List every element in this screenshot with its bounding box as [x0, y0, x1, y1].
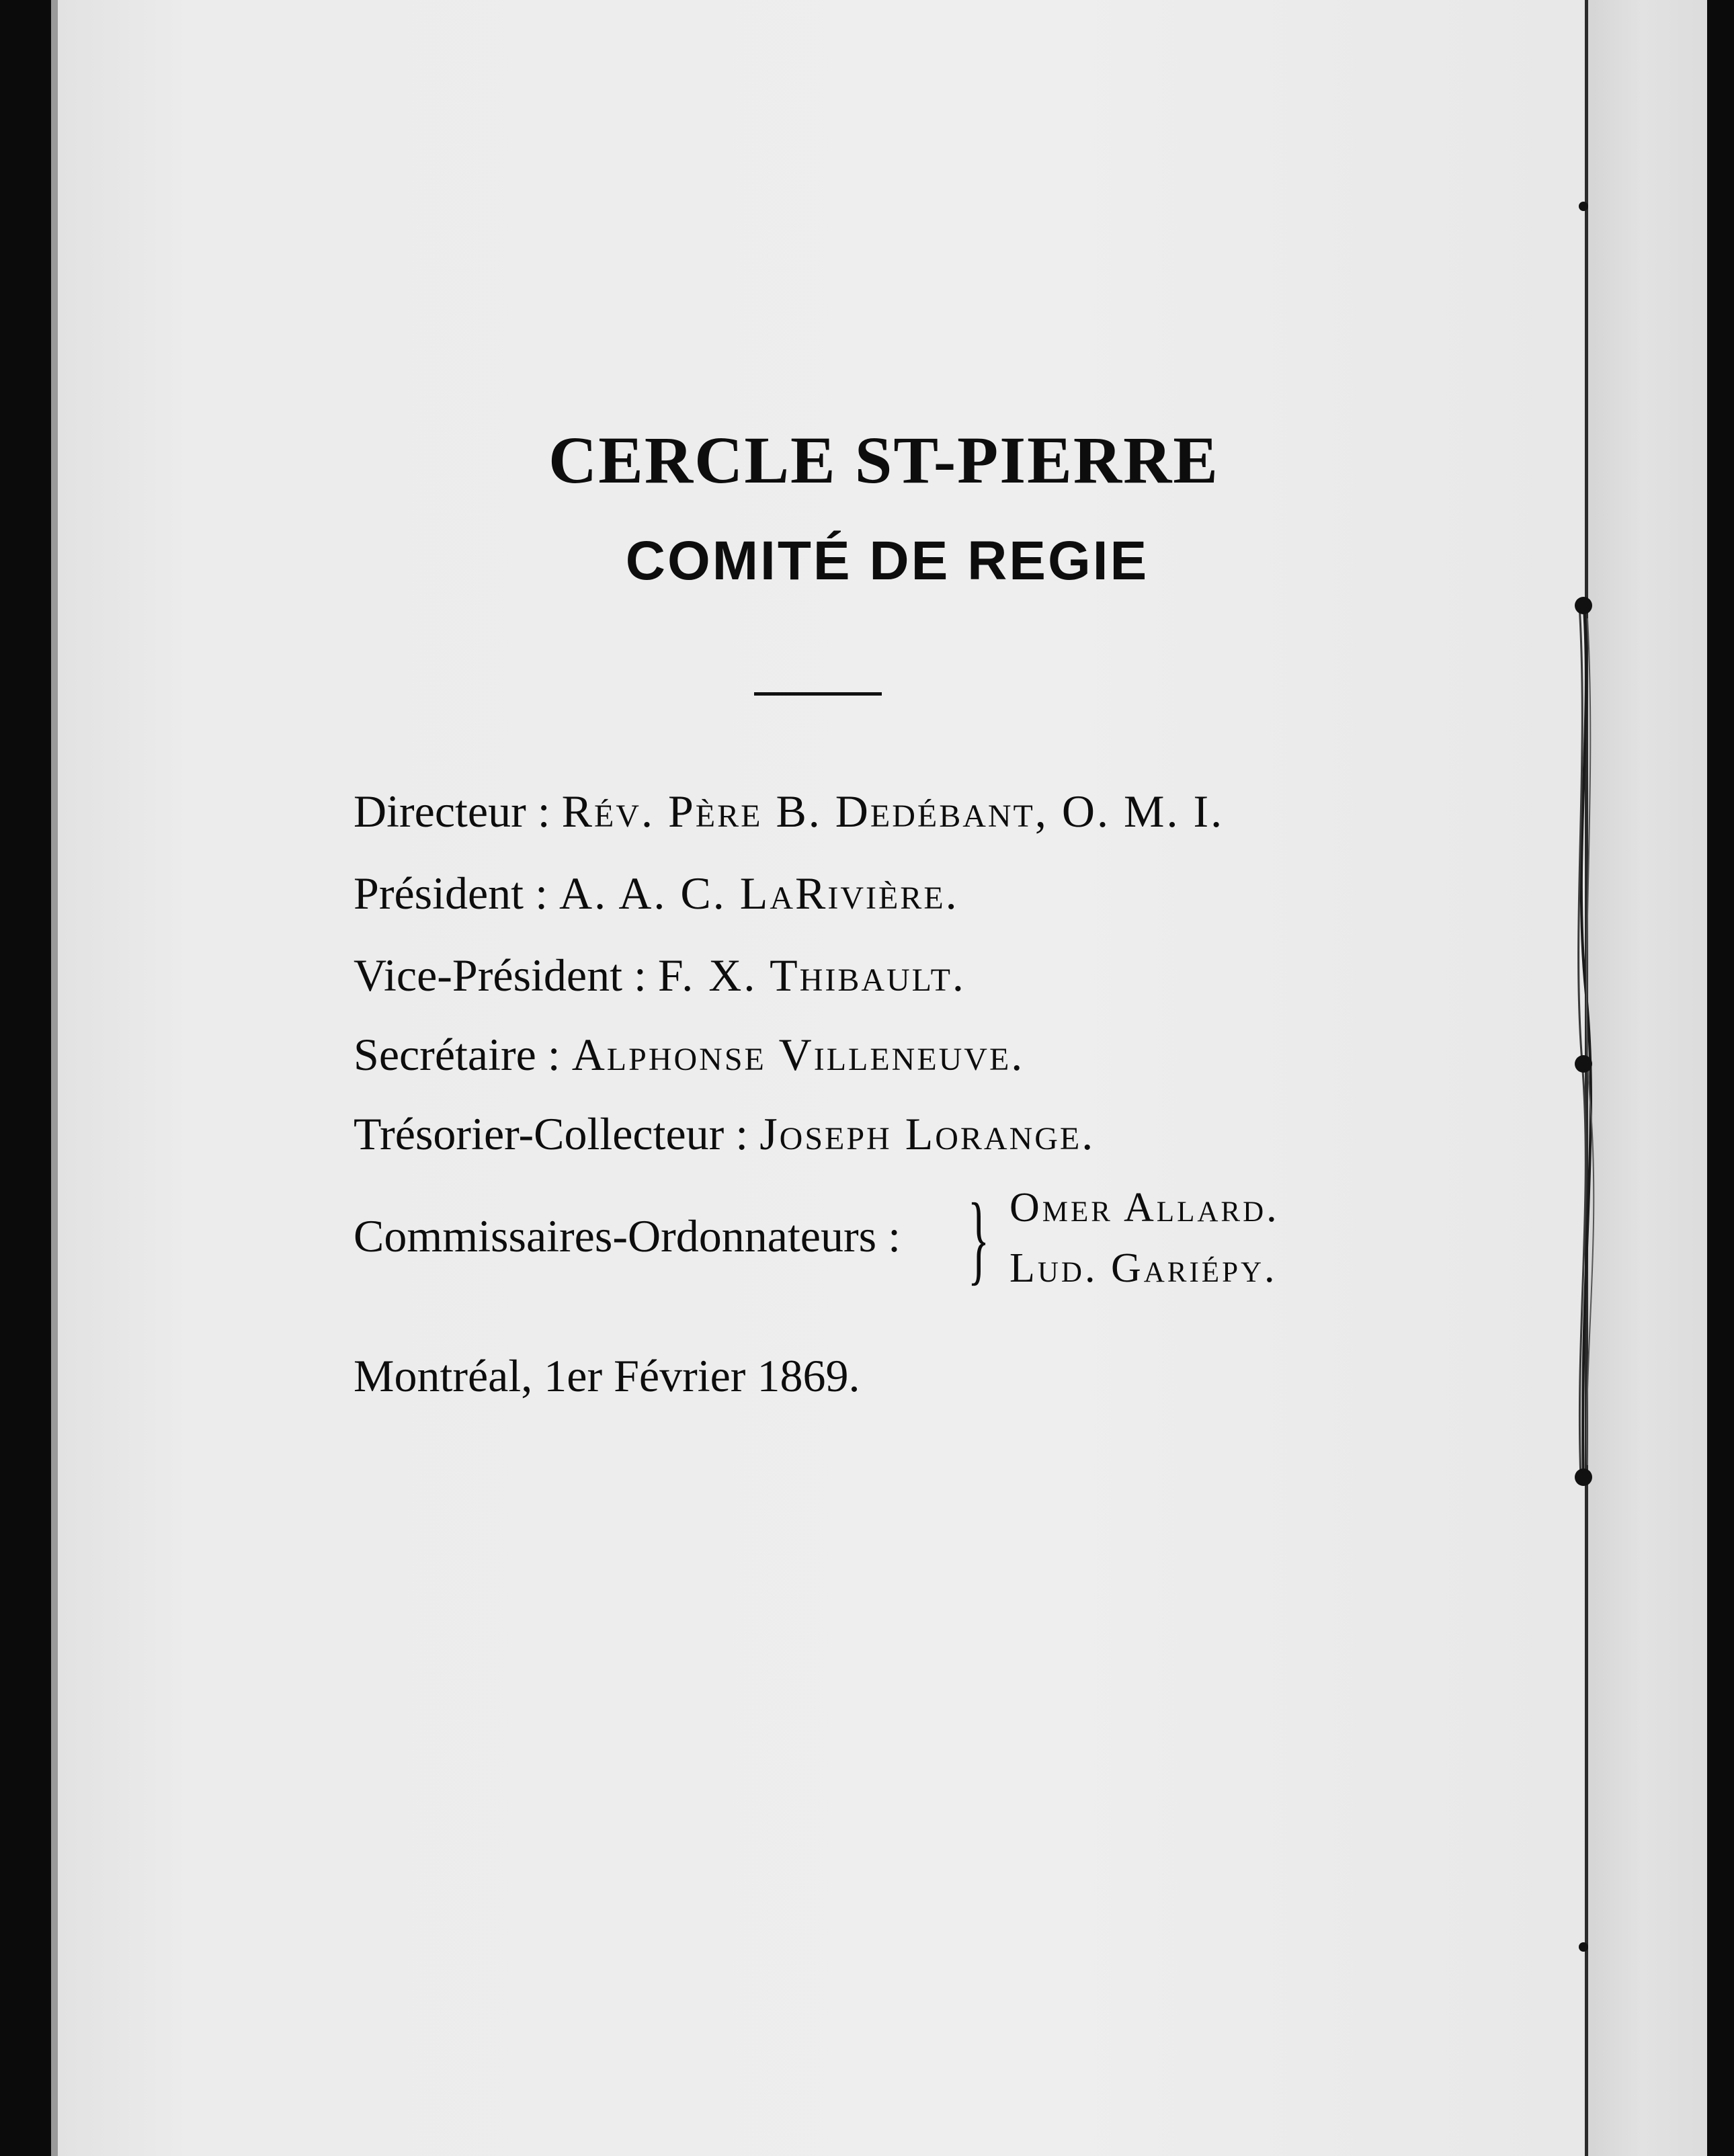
officer-treasurer — [354, 1108, 1095, 1161]
officer-secretary — [354, 1028, 1024, 1081]
title-rule — [754, 692, 882, 696]
officer-name: Joseph Lorange. — [759, 1108, 1096, 1159]
officer-vice-president — [354, 949, 966, 1002]
officer-president — [354, 867, 959, 920]
scan-right-border — [1707, 0, 1734, 2156]
document-date: Montréal, 1er Février 1869. — [354, 1350, 860, 1401]
officer-role: Directeur : — [354, 786, 562, 837]
scan-left-border-inner — [51, 0, 58, 2156]
document-subtitle: COMITÉ DE REGIE — [625, 530, 1149, 591]
officer-name: Alphonse Villeneuve. — [571, 1029, 1025, 1080]
binding-stitch — [1575, 1055, 1592, 1073]
binding-stitch — [1575, 1468, 1592, 1486]
officer-role: Trésorier-Collecteur : — [354, 1108, 760, 1159]
binding-stitch — [1575, 597, 1592, 614]
officer-name: F. X. Thibault. — [657, 950, 966, 1001]
commissioner-name: Omer Allard. — [1009, 1185, 1280, 1231]
document-title: CERCLE ST-PIERRE — [548, 423, 1219, 497]
officer-role: Vice-Président : — [354, 950, 658, 1001]
binding-stitch — [1579, 202, 1588, 211]
officer-name: Rév. Père B. Dedébant, O. M. I. — [561, 786, 1225, 837]
commissioners-label: Commissaires-Ordonnateurs : — [354, 1210, 901, 1261]
scan-left-border — [0, 0, 51, 2156]
binding-stitch — [1579, 1942, 1588, 1952]
brace-symbol: } — [967, 1183, 990, 1294]
officer-role: Président : — [354, 868, 559, 919]
officer-director — [354, 785, 1224, 838]
officer-role: Secrétaire : — [354, 1029, 572, 1080]
binding-thread — [1559, 591, 1613, 1492]
officer-name: A. A. C. LaRivière. — [559, 868, 959, 919]
commissioner-name: Lud. Gariépy. — [1009, 1245, 1278, 1291]
